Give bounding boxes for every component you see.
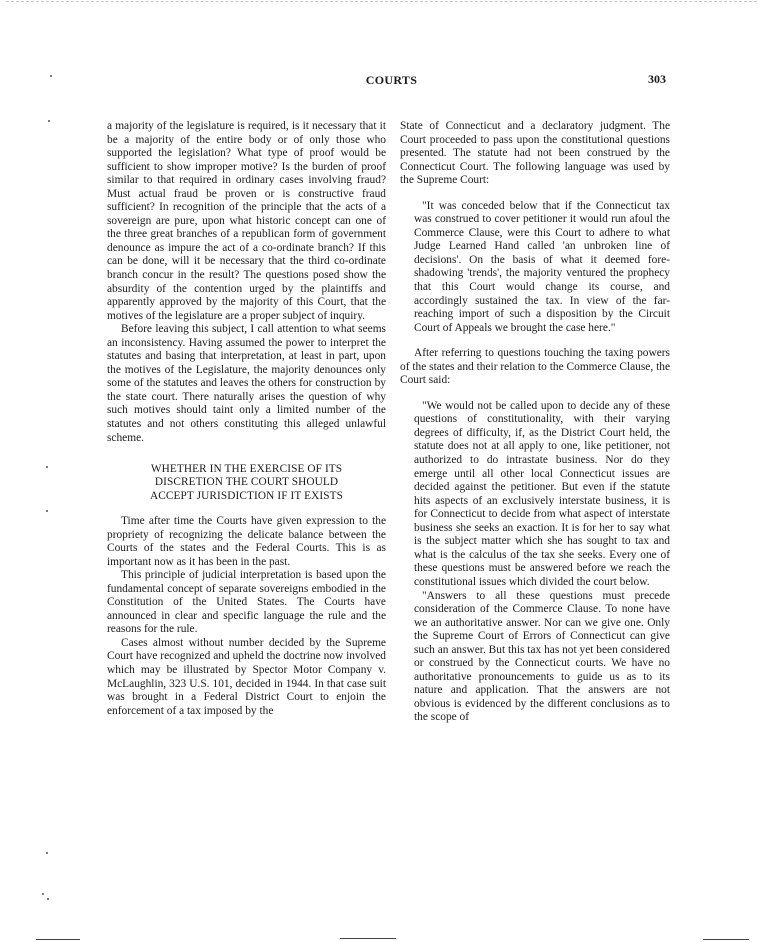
bottom-scan-line: [36, 939, 80, 940]
section-heading-line-2: DISCRETION THE COURT SHOULD: [154, 476, 339, 489]
section-heading-line-3: ACCEPT JURISDICTION IF IT EXISTS: [150, 489, 343, 502]
right-paragraph-2: After referring to questions touching the taxing powers of the states and their relation to the Commerce Clause, the Court said:: [400, 347, 670, 387]
left-paragraph-1: a majority of the legislature is required, is it necessary that it be a majority of the entire body or of only those who supported the legislation? What type of proof would be sufficient to show improper motive? Is the burden of proof similar to that required in ordinary cases involving fraud? Must actual fraud be proven or is constructive fraud sufficient? In recognition of the principle that the acts of a sovereign are pure, upon what historic concept can one of the three great branches of a republican form of government denounce as impure the act of a co-ordinate branch? If this can be done, will it be necessary that the third co-ordinate branch concur in the result? The questions posed show the absurdity of the contention urged by the plaintiffs and apparently approved by the majority of this Court, that the motives of the legislature are a proper subject of inquiry.: [107, 120, 386, 322]
quote-2-text: "We would not be called upon to decide any of these questions of constitutionality, with their varying degrees of difficulty, if, as the District Court held, the statute does not at all apply to one, like petitioner, not authorized to do intrastate business. Nor do they emerge until all other local Connecticut issues are decided against the petitioner. But even if the statute hits aspects of an exclusively interstate business, it is for Connecticut to decide from what aspect of interstate business she seeks an exaction. It is for her to say what is the subject matter which she has sought to tax and what is the calculus of the tax she seeks. Every one of these questions must be answered before we reach the constitutional issues which divided the court below.: [414, 399, 670, 588]
section-heading-line-1: WHETHER IN THE EXERCISE OF ITS: [150, 463, 343, 476]
right-column: [400, 120, 670, 725]
scan-speck: [47, 898, 49, 900]
quote-1-text: "It was conceded below that if the Connecticut tax was construed to cover petitioner it would run afoul the Commerce Clause, were this Court to adhere to what Judge Learned Hand called 'an unbroken line of decisions'. On the basis of what it deemed fore-shadowing 'trends', the majority ventured the prophecy that this Court would change its course, and accordingly sustained the tax. In view of the far-reaching import of such a disposition by the Circuit Court of Appeals we brought the case here.": [414, 199, 670, 334]
left-paragraph-3: Time after time the Courts have given expression to the propriety of recognizing the delicate balance between the Courts of the states and the Federal Courts. This is as important now as it has been in the past.: [107, 515, 386, 568]
scan-speck: [46, 510, 48, 512]
scan-speck: [42, 893, 44, 895]
scan-speck: [46, 852, 48, 854]
left-paragraph-2: Before leaving this subject, I call attention to what seems an inconsistency. Having assumed the power to interpret the statutes and basing that interpretation, at least in part, upon the motives of the Legislature, the majority denounces only some of the statutes and leaves the others for construction by the state court. There naturally arises the question of why such motives should taint only a limited number of the statutes and not others constituting this alleged unlawful scheme.: [107, 323, 386, 444]
scan-speck: [48, 120, 50, 122]
left-paragraph-4: This principle of judicial interpretation is based upon the fundamental concept of separate sovereigns embodied in the Constitution of the United States. The Courts have announced in clear and specific language the rule and the reasons for the rule.: [107, 569, 386, 636]
left-column: [107, 120, 386, 718]
scan-speck: [50, 75, 52, 77]
running-header-title: COURTS: [365, 73, 418, 87]
block-quote-2: [400, 400, 670, 725]
left-paragraph-5: Cases almost without number decided by the Supreme Court have recognized and upheld the doctrine now involved which may be illustrated by Spector Motor Company v. McLaughlin, 323 U.S. 101, decided in 1944. In that case suit was brought in a Federal District Court to enjoin the enforcement of a tax imposed by the: [107, 636, 386, 717]
section-heading: [107, 463, 386, 503]
top-scan-border: [6, 1, 757, 2]
quote-3-text: "Answers to all these questions must precede consideration of the Commerce Clause. To none have we an authoritative answer. Nor can we give one. Only the Supreme Court of Errors of Connecticut can give such an answer. But this tax has not yet been considered or construed by the Connecticut courts. We have no authoritative pronouncements to guide us as to its nature and application. That the answers are not obvious is evidenced by the different conclusions as to the scope of: [414, 589, 670, 724]
block-quote-1: [400, 200, 670, 335]
bottom-scan-line: [703, 939, 749, 940]
page-number: 303: [648, 72, 666, 86]
right-paragraph-1: State of Connecticut and a declaratory judgment. The Court proceeded to pass upon the constitutional questions presented. The statute had not been construed by the Connecticut Court. The following language was used by the Supreme Court:: [400, 120, 670, 187]
scan-speck: [46, 466, 48, 468]
bottom-scan-line: [340, 938, 396, 939]
